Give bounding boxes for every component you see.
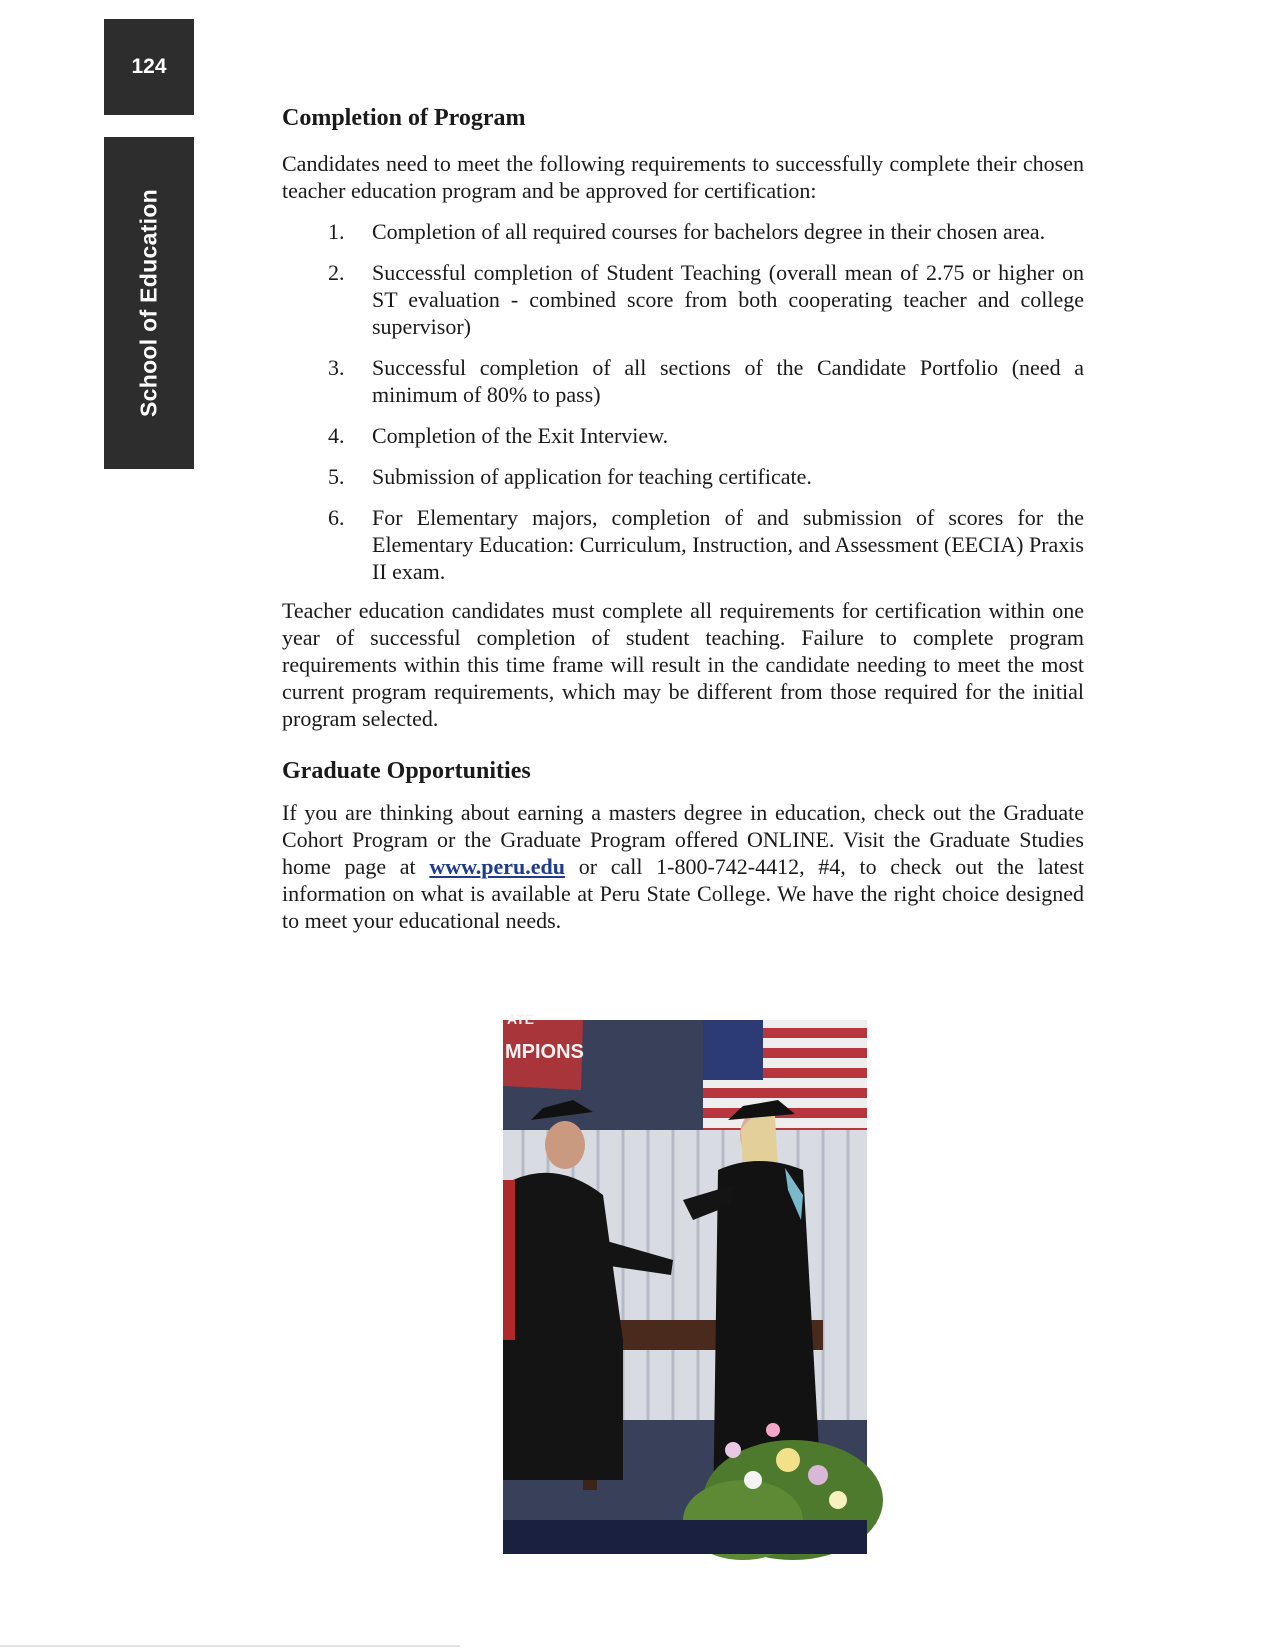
list-item-text: Successful completion of all sections of the Candidate Portfolio (need a minimum of 80% to pass) [372, 355, 1084, 407]
list-item-text: Submission of application for teaching certificate. [372, 464, 812, 489]
list-item [282, 259, 1084, 340]
list-item-number: 6. [328, 505, 345, 530]
list-item [282, 218, 1084, 245]
page-number-tab [104, 19, 194, 115]
graduate-text-2: or call 1-800-742-4412, #4, to check out the latest information on what is available at Peru State College. We have the right choice designed to meet your educational needs. [282, 854, 1084, 933]
list-item [282, 422, 1084, 449]
list-item-text: Completion of the Exit Interview. [372, 423, 669, 448]
section-tab [104, 137, 194, 469]
list-item-number: 4. [328, 423, 345, 448]
requirements-list [282, 218, 1084, 585]
list-item-number: 3. [328, 355, 345, 380]
completion-closing: Teacher education candidates must complete all requirements for certification within one year of successful completion of student teaching. Failure to complete program requirements within this time frame will result in the candidate needing to meet the most current program requirements, which may be different from those required for the initial program selected. [282, 598, 1084, 731]
scan-edge [0, 1645, 460, 1647]
banner-text: MPIONS [505, 1041, 584, 1063]
list-item [282, 504, 1084, 585]
graduate-paragraph [282, 799, 1084, 934]
graduate-text-1: If you are thinking about earning a masters degree in education, check out the Graduate Cohort Program or the Graduate Program offered ONLINE. Visit the Graduate Studies home page at [282, 800, 1084, 879]
main-content [282, 105, 1084, 934]
list-item-text: Successful completion of Student Teaching (overall mean of 2.75 or higher on ST evaluation - combined score from both cooperating teacher and college supervisor) [372, 260, 1084, 339]
completion-heading: Completion of Program [282, 105, 526, 131]
list-item [282, 463, 1084, 490]
graduation-photo [503, 1011, 867, 1554]
section-tab-label: School of Education [135, 188, 162, 418]
list-item [282, 354, 1084, 408]
graduate-heading: Graduate Opportunities [282, 758, 531, 784]
list-item-number: 5. [328, 464, 345, 489]
banner-text-top: ATE [507, 1011, 534, 1027]
list-item-number: 2. [328, 260, 345, 285]
list-item-text: For Elementary majors, completion of and submission of scores for the Elementary Education: Curriculum, Instruction, and Assessment (EECIA) Praxis II exam. [372, 505, 1084, 584]
peru-website-link[interactable]: www.peru.edu [429, 854, 566, 879]
list-item-text: Completion of all required courses for bachelors degree in their chosen area. [372, 219, 1046, 244]
list-item-number: 1. [328, 219, 345, 244]
page-number: 124 [131, 55, 167, 78]
completion-intro: Candidates need to meet the following requirements to successfully complete their chosen teacher education program and be approved for certification: [282, 151, 1084, 203]
